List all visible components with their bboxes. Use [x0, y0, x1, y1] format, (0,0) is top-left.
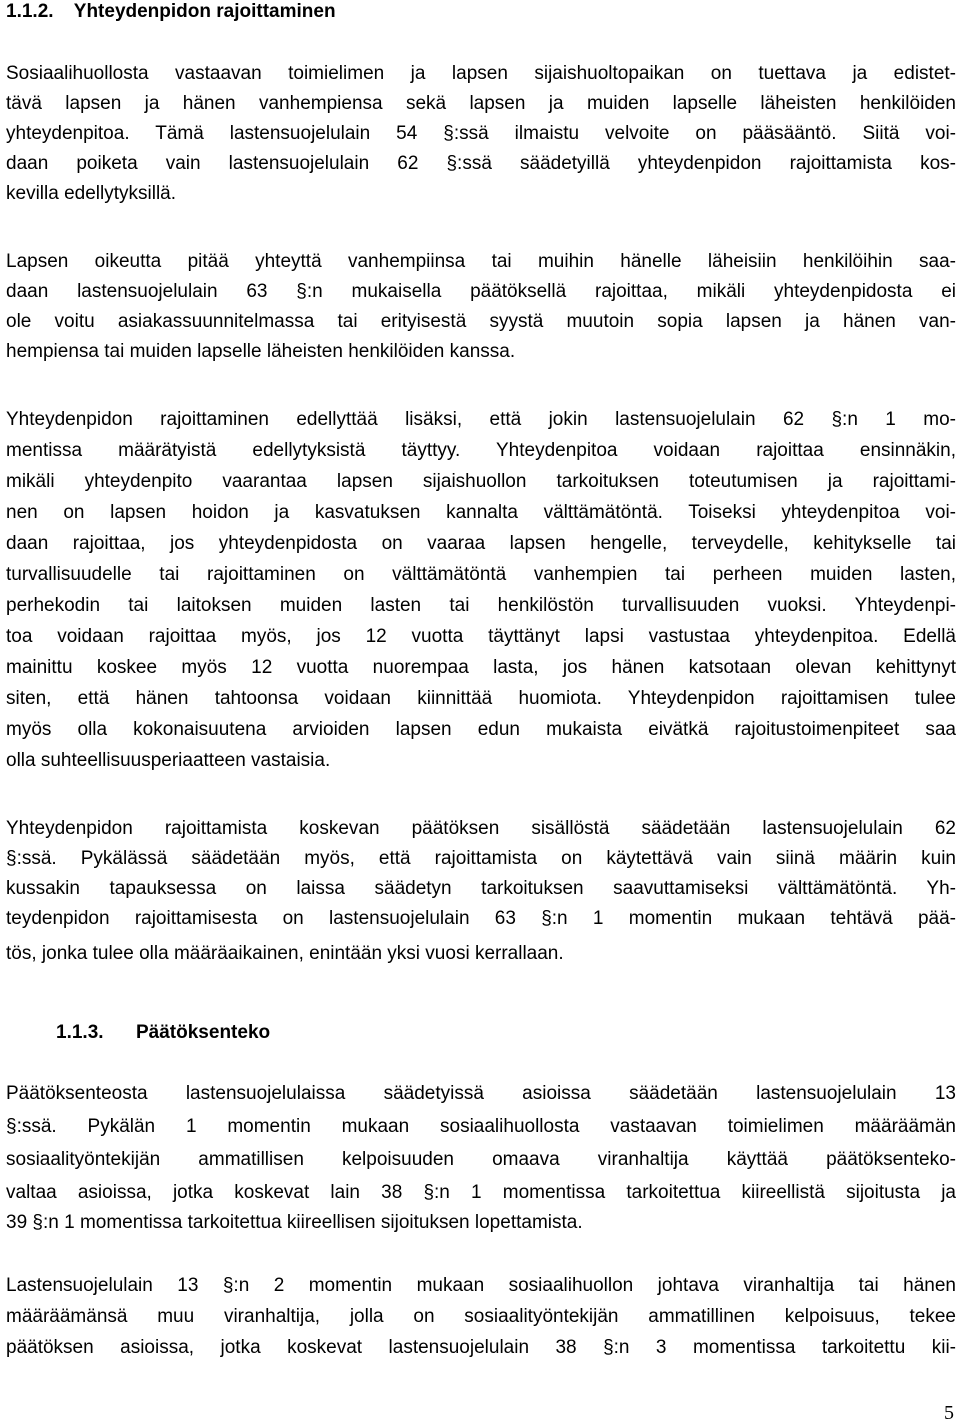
- text-line: Yhteydenpidon rajoittaminen edellyttää lisäksi, että jokin lastensuojelulain 62 §:n 1 mo-: [6, 409, 956, 430]
- text-line: tös, jonka tulee olla määräaikainen, enintään yksi vuosi kerrallaan.: [6, 943, 564, 964]
- text-line: Sosiaalihuollosta vastaavan toimielimen ja lapsen sijaishuoltopaikan on tuettava ja edistet-: [6, 63, 956, 84]
- text-line: 39 §:n 1 momentissa tarkoitettua kiireellisen sijoituksen lopettamista.: [6, 1212, 583, 1233]
- text-line: myös olla kokonaisuutena arvioiden lapsen edun mukaista eivätkä rajoitustoimenpiteet saa: [6, 719, 956, 740]
- text-line: kevilla edellytyksillä.: [6, 183, 177, 204]
- text-line: olla suhteellisuusperiaatteen vastaisia.: [6, 750, 331, 771]
- text-line: §:ssä. Pykälän 1 momentin mukaan sosiaalihuollosta vastaavan toimielimen määräämän: [6, 1116, 956, 1137]
- text-line: Lastensuojelulain 13 §:n 2 momentin mukaan sosiaalihuollon johtava viranhaltija tai hänen: [6, 1275, 956, 1296]
- text-line: Lapsen oikeutta pitää yhteyttä vanhempiinsa tai muihin hänelle läheisiin henkilöihin saa-: [6, 251, 956, 272]
- section-title: Yhteydenpidon rajoittaminen: [73, 1, 336, 22]
- section-number: 1.1.2.: [6, 1, 54, 22]
- text-line: ole voitu asiakassuunnitelmassa tai erityisestä syystä muutoin sopia lapsen ja hänen van-: [6, 311, 956, 332]
- text-line: Yhteydenpidon rajoittamista koskevan päätöksen sisällöstä säädetään lastensuojelulain 62: [6, 818, 956, 839]
- text-line: päätöksen asioissa, jotka koskevat lastensuojelulain 38 §:n 3 momentissa tarkoitettu kii-: [6, 1337, 956, 1358]
- page-number: 5: [944, 1402, 954, 1424]
- text-line: nen on lapsen hoidon ja kasvatuksen kannalta välttämätöntä. Toiseksi yhteydenpitoa voi-: [6, 502, 956, 523]
- text-line: yhteydenpitoa. Tämä lastensuojelulain 54 §:ssä ilmaistu velvoite on pääsääntö. Siitä voi-: [6, 123, 956, 144]
- text-line: perhekodin tai laitoksen muiden lasten tai henkilöstön turvallisuuden vuoksi. Yhteydenpi-: [6, 595, 956, 616]
- section-heading-paatoksenteko: [56, 1021, 270, 1045]
- text-line: sosiaalityöntekijän ammatillisen kelpoisuuden omaava viranhaltija käyttää päätöksenteko-: [6, 1149, 956, 1170]
- text-line: mainittu koskee myös 12 vuotta nuorempaa lasta, jos hänen katsotaan olevan kehittynyt: [6, 657, 956, 678]
- text-line: kussakin tapauksessa on laissa säädetyn tarkoituksen saavuttamiseksi välttämätöntä. Yh-: [6, 878, 956, 899]
- text-line: valtaa asioissa, jotka koskevat lain 38 §:n 1 momentissa tarkoitettua kiireellistä sijoitusta ja: [6, 1182, 956, 1203]
- text-line: tävä lapsen ja hänen vanhempiensa sekä lapsen ja muiden lapselle läheisten henkilöiden: [6, 93, 956, 114]
- section-number: 1.1.3.: [56, 1022, 104, 1043]
- text-line: Päätöksenteosta lastensuojelulaissa säädetyissä asioissa säädetään lastensuojelulain 13: [6, 1083, 956, 1104]
- text-line: toa voidaan rajoittaa myös, jos 12 vuotta täyttänyt lapsi vastustaa yhteydenpitoa. Edellä: [6, 626, 956, 647]
- text-line: §:ssä. Pykälässä säädetään myös, että rajoittamista on käytettävä vain siinä määrin kuin: [6, 848, 956, 869]
- text-line: daan rajoittaa, jos yhteydenpidosta on vaaraa lapsen hengelle, terveydelle, kehitykselle tai: [6, 533, 956, 554]
- text-line: teydenpidon rajoittamisesta on lastensuojelulain 63 §:n 1 momentin mukaan tehtävä pää-: [6, 908, 956, 929]
- text-line: määräämänsä muu viranhaltija, jolla on sosiaalityöntekijän ammatillinen kelpoisuus, tekee: [6, 1306, 956, 1327]
- text-line: daan poiketa vain lastensuojelulain 62 §:ssä säädetyillä yhteydenpidon rajoittamista kos-: [6, 153, 956, 174]
- text-line: hempiensa tai muiden lapselle läheisten henkilöiden kanssa.: [6, 341, 516, 362]
- text-line: mentissa määrätyistä edellytyksistä täyttyy. Yhteydenpitoa voidaan rajoittaa ensinnäkin,: [6, 440, 956, 461]
- section-title: Päätöksenteko: [136, 1022, 271, 1043]
- text-line: siten, että hänen tahtoonsa voidaan kiinnittää huomiota. Yhteydenpidon rajoittamisen tulee: [6, 688, 956, 709]
- text-line: daan lastensuojelulain 63 §:n mukaisella päätöksellä rajoittaa, mikäli yhteydenpidosta ei: [6, 281, 956, 302]
- section-heading-yhteydenpidon-rajoittaminen: [6, 0, 336, 24]
- text-line: mikäli yhteydenpito vaarantaa lapsen sijaishuollon tarkoituksen toteutumisen ja rajoittami-: [6, 471, 956, 492]
- text-line: turvallisuudelle tai rajoittaminen on välttämätöntä vanhempien tai perheen muiden lasten,: [6, 564, 956, 585]
